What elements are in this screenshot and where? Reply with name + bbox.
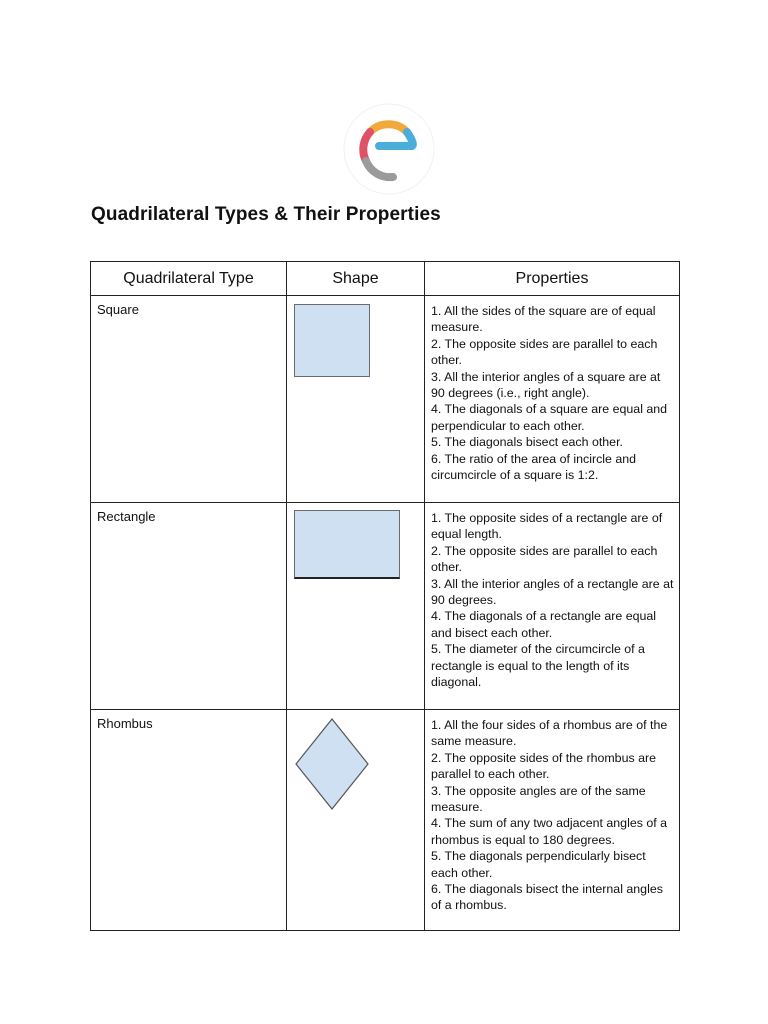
type-cell-rhombus: Rhombus — [91, 710, 287, 931]
property-item: 2. The opposite sides are parallel to each other. — [431, 336, 658, 368]
type-cell-rectangle: Rectangle — [91, 503, 287, 710]
properties-cell-rhombus — [425, 710, 680, 931]
table-row-square — [91, 296, 680, 503]
property-item: 1. The opposite sides of a rectangle are of equal length. — [431, 511, 663, 542]
property-item: 1. All the sides of the square are of equal measure. — [431, 304, 656, 335]
header-quadrilateral-type: Quadrilateral Type — [91, 262, 287, 296]
property-item: 2. The opposite sides of the rhombus are parallel to each other. — [431, 750, 657, 782]
property-item: 3. All the interior angles of a square are at 90 degrees (i.e., right angle). — [431, 369, 661, 401]
properties-cell-square — [425, 296, 680, 503]
shape-cell-square — [287, 296, 425, 503]
page-title: Quadrilateral Types & Their Properties — [91, 204, 441, 225]
property-item: 3. All the interior angles of a rectangle are at 90 degrees. — [431, 576, 674, 608]
table-row-rectangle — [91, 503, 680, 710]
property-item: 6. The ratio of the area of incircle and circumcircle of a square is 1:2. — [431, 451, 637, 483]
property-item: 4. The diagonals of a square are equal and perpendicular to each other. — [431, 402, 668, 433]
shape-cell-rhombus — [287, 710, 425, 931]
rectangle-shape — [294, 510, 400, 579]
property-item: 1. All the four sides of a rhombus are of the same measure. — [431, 718, 668, 749]
table-row-rhombus — [91, 710, 680, 931]
shape-cell-rectangle — [287, 503, 425, 710]
property-item: 2. The opposite sides are parallel to each other. — [431, 543, 658, 575]
type-cell-square: Square — [91, 296, 287, 503]
table-header-row — [91, 262, 680, 296]
property-item: 5. The diagonals bisect each other. — [431, 435, 623, 450]
property-item: 3. The opposite angles are of the same measure. — [431, 783, 646, 815]
property-item: 4. The diagonals of a rectangle are equal and bisect each other. — [431, 609, 657, 640]
property-item: 5. The diameter of the circumcircle of a rectangle is equal to the length of its diagonal. — [431, 642, 645, 690]
property-item: 5. The diagonals perpendicularly bisect each other. — [431, 849, 646, 880]
square-shape — [294, 304, 370, 377]
properties-cell-rectangle — [425, 503, 680, 710]
properties-table — [90, 261, 680, 931]
header-properties: Properties — [425, 262, 680, 296]
e-letter-logo-icon — [343, 103, 435, 195]
rhombus-shape — [293, 717, 371, 811]
property-item: 4. The sum of any two adjacent angles of a rhombus is equal to 180 degrees. — [431, 816, 668, 847]
property-item: 6. The diagonals bisect the internal angles of a rhombus. — [431, 882, 663, 913]
header-shape: Shape — [287, 262, 425, 296]
